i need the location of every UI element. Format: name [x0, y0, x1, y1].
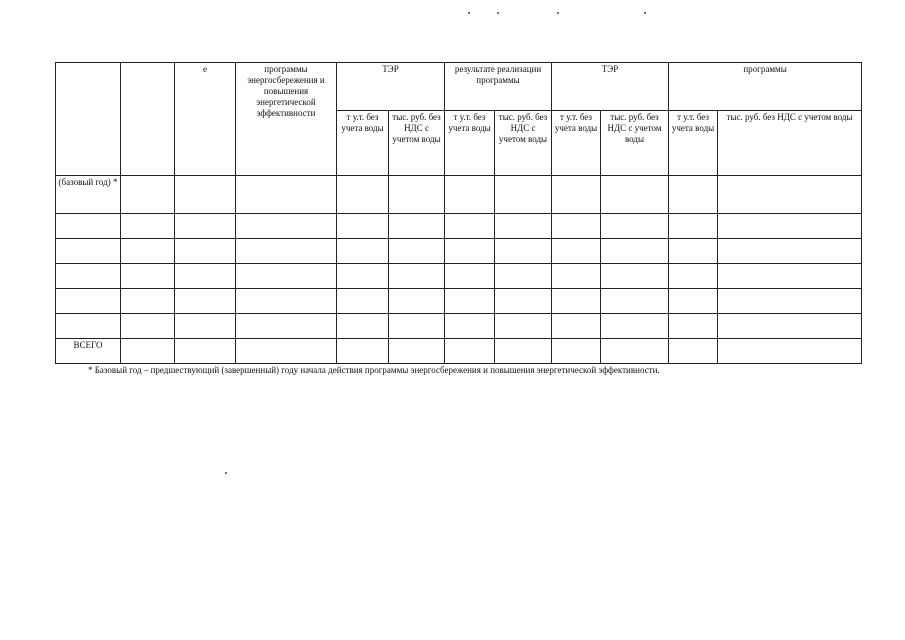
header-cell [56, 63, 121, 176]
table-row [56, 239, 862, 264]
scan-speck [497, 12, 499, 14]
table-cell [121, 289, 175, 314]
table-cell [337, 239, 389, 264]
table-cell [552, 289, 601, 314]
table-cell [175, 289, 236, 314]
table-cell [121, 239, 175, 264]
table-cell [669, 176, 718, 214]
table-cell [495, 314, 552, 339]
table-cell [389, 314, 445, 339]
table-cell [389, 339, 445, 364]
header-cell-program: программы энергосбережения и повышения энергетической эффективности [236, 63, 337, 176]
table-cell [495, 176, 552, 214]
table-cell [718, 339, 862, 364]
table-cell [445, 314, 495, 339]
table-cell [445, 289, 495, 314]
table-cell [445, 176, 495, 214]
table-cell [337, 289, 389, 314]
table-cell [669, 214, 718, 239]
table-cell [121, 214, 175, 239]
subheader-cell: т у.т. без учета воды [337, 111, 389, 176]
subheader-cell: т у.т. без учета воды [552, 111, 601, 176]
subheader-cell: тыс. руб. без НДС с учетом воды [495, 111, 552, 176]
table-cell [175, 214, 236, 239]
table-cell [601, 314, 669, 339]
table-cell [445, 214, 495, 239]
footnote: * Базовый год – предшествующий (завершенный) году начала действия программы энергосбережения и повышения энергетической эффективности. [88, 365, 660, 375]
subheader-cell: т у.т. без учета воды [669, 111, 718, 176]
table-cell [389, 264, 445, 289]
table-cell [236, 239, 337, 264]
table-cell [495, 239, 552, 264]
table-cell [718, 239, 862, 264]
table-cell [56, 314, 121, 339]
table-cell [669, 314, 718, 339]
subheader-cell: тыс. руб. без НДС с учетом воды [389, 111, 445, 176]
table-cell [552, 239, 601, 264]
table-cell [236, 339, 337, 364]
scan-speck [468, 12, 470, 14]
table-cell [552, 176, 601, 214]
table-cell [552, 314, 601, 339]
table-cell [389, 176, 445, 214]
table-cell [552, 339, 601, 364]
energy-savings-table [55, 62, 862, 364]
table-cell [121, 339, 175, 364]
header-group-result: результате реализации программы [445, 63, 552, 111]
table-row-total [56, 339, 862, 364]
table-cell [552, 214, 601, 239]
row-label-base-year: (базовый год) * [56, 176, 121, 214]
row-label-total: ВСЕГО [56, 339, 121, 364]
table-cell [56, 214, 121, 239]
table-cell [389, 289, 445, 314]
table-cell [445, 239, 495, 264]
table-cell [236, 214, 337, 239]
table-cell [236, 264, 337, 289]
table-cell [552, 264, 601, 289]
table-row-base-year [56, 176, 862, 214]
table-cell [121, 314, 175, 339]
table-cell [495, 339, 552, 364]
table-cell [601, 239, 669, 264]
table-cell [236, 176, 337, 214]
header-cell [121, 63, 175, 176]
table-cell [56, 239, 121, 264]
table-cell [601, 289, 669, 314]
subheader-cell: тыс. руб. без НДС с учетом воды [601, 111, 669, 176]
table-cell [669, 239, 718, 264]
table-cell [495, 264, 552, 289]
table-cell [175, 264, 236, 289]
table-cell [718, 214, 862, 239]
header-row-1 [56, 63, 862, 111]
scan-speck [225, 472, 227, 474]
table-row [56, 314, 862, 339]
table-cell [56, 264, 121, 289]
table-cell [445, 339, 495, 364]
table-cell [337, 314, 389, 339]
table-cell [718, 176, 862, 214]
header-group-program: программы [669, 63, 862, 111]
table-cell [389, 214, 445, 239]
table-cell [718, 314, 862, 339]
table-cell [175, 176, 236, 214]
table-cell [337, 264, 389, 289]
table-cell [236, 314, 337, 339]
table-row [56, 264, 862, 289]
table-cell [175, 314, 236, 339]
table-cell [121, 176, 175, 214]
table-cell [669, 264, 718, 289]
table-cell [337, 176, 389, 214]
table-cell [669, 339, 718, 364]
header-cell: е [175, 63, 236, 176]
table-row [56, 214, 862, 239]
table-row [56, 289, 862, 314]
table-cell [601, 339, 669, 364]
subheader-cell: тыс. руб. без НДС с учетом воды [718, 111, 862, 176]
table-cell [175, 339, 236, 364]
subheader-cell: т у.т. без учета воды [445, 111, 495, 176]
table-cell [389, 239, 445, 264]
table-cell [236, 289, 337, 314]
table-cell [56, 289, 121, 314]
table-cell [601, 264, 669, 289]
table-cell [601, 214, 669, 239]
table-cell [718, 264, 862, 289]
header-group-ter-1: ТЭР [337, 63, 445, 111]
header-group-ter-2: ТЭР [552, 63, 669, 111]
table-cell [121, 264, 175, 289]
table-cell [495, 289, 552, 314]
table-cell [337, 339, 389, 364]
table-cell [445, 264, 495, 289]
table-cell [718, 289, 862, 314]
table-cell [337, 214, 389, 239]
table-cell [669, 289, 718, 314]
scan-speck [557, 12, 559, 14]
table-cell [495, 214, 552, 239]
scan-speck [644, 12, 646, 14]
table-cell [601, 176, 669, 214]
table-cell [175, 239, 236, 264]
